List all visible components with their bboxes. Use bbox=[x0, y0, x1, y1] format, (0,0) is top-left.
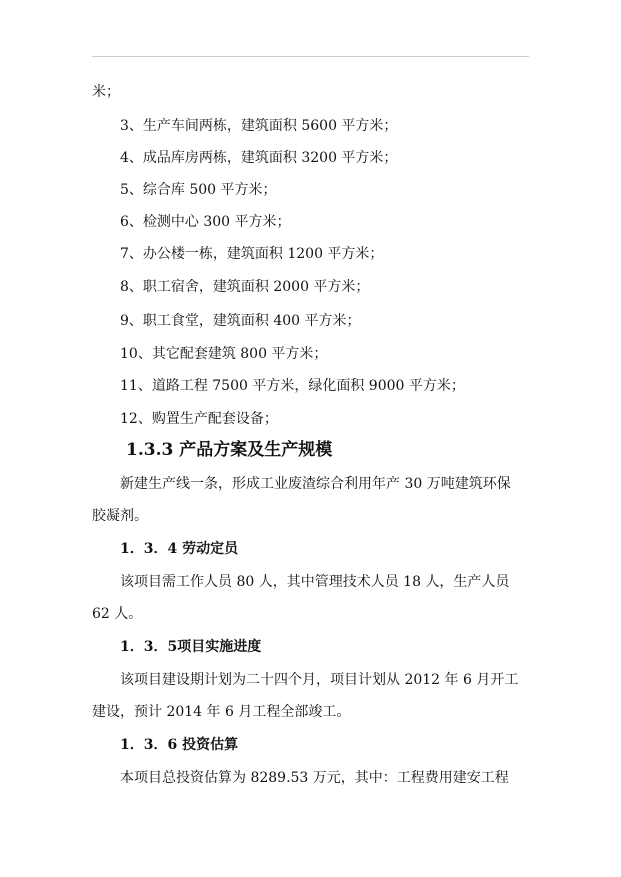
list-item: 9、职工食堂，建筑面积 400 平方米； bbox=[120, 313, 361, 329]
section-heading-1-3-4: 1．3．4 劳动定员 bbox=[120, 541, 239, 557]
paragraph-line: 该项目建设期计划为二十四个月，项目计划从 2012 年 6 月开工 bbox=[120, 672, 519, 688]
list-item: 5、综合库 500 平方米； bbox=[120, 182, 277, 198]
section-heading-1-3-6: 1．3．6 投资估算 bbox=[120, 737, 239, 753]
section-heading-1-3-5: 1．3．5项目实施进度 bbox=[120, 639, 262, 655]
list-item: 3、生产车间两栋，建筑面积 5600 平方米； bbox=[120, 118, 398, 134]
list-item: 4、成品库房两栋，建筑面积 3200 平方米； bbox=[120, 150, 398, 166]
list-item: 7、办公楼一栋，建筑面积 1200 平方米； bbox=[120, 246, 384, 262]
paragraph-line: 该项目需工作人员 80 人，其中管理技术人员 18 人，生产人员 bbox=[120, 574, 510, 590]
paragraph-line: 本项目总投资估算为 8289.53 万元，其中：工程费用建安工程 bbox=[120, 770, 509, 786]
paragraph-line: 胶凝剂。 bbox=[92, 508, 148, 524]
list-item: 6、检测中心 300 平方米； bbox=[120, 214, 291, 230]
continuation-text: 米； bbox=[92, 84, 120, 100]
paragraph-line: 建设，预计 2014 年 6 月工程全部竣工。 bbox=[92, 704, 351, 720]
paragraph-line: 62 人。 bbox=[92, 606, 143, 622]
list-item: 10、其它配套建筑 800 平方米； bbox=[120, 346, 328, 362]
page-header-rule bbox=[92, 56, 529, 57]
paragraph-line: 新建生产线一条，形成工业废渣综合利用年产 30 万吨建筑环保 bbox=[120, 476, 511, 492]
list-item: 8、职工宿舍，建筑面积 2000 平方米； bbox=[120, 279, 370, 295]
list-item: 12、购置生产配套设备； bbox=[120, 411, 278, 427]
list-item: 11、道路工程 7500 平方米，绿化面积 9000 平方米； bbox=[120, 378, 465, 394]
section-heading-1-3-3: 1.3.3 产品方案及生产规模 bbox=[126, 440, 333, 460]
